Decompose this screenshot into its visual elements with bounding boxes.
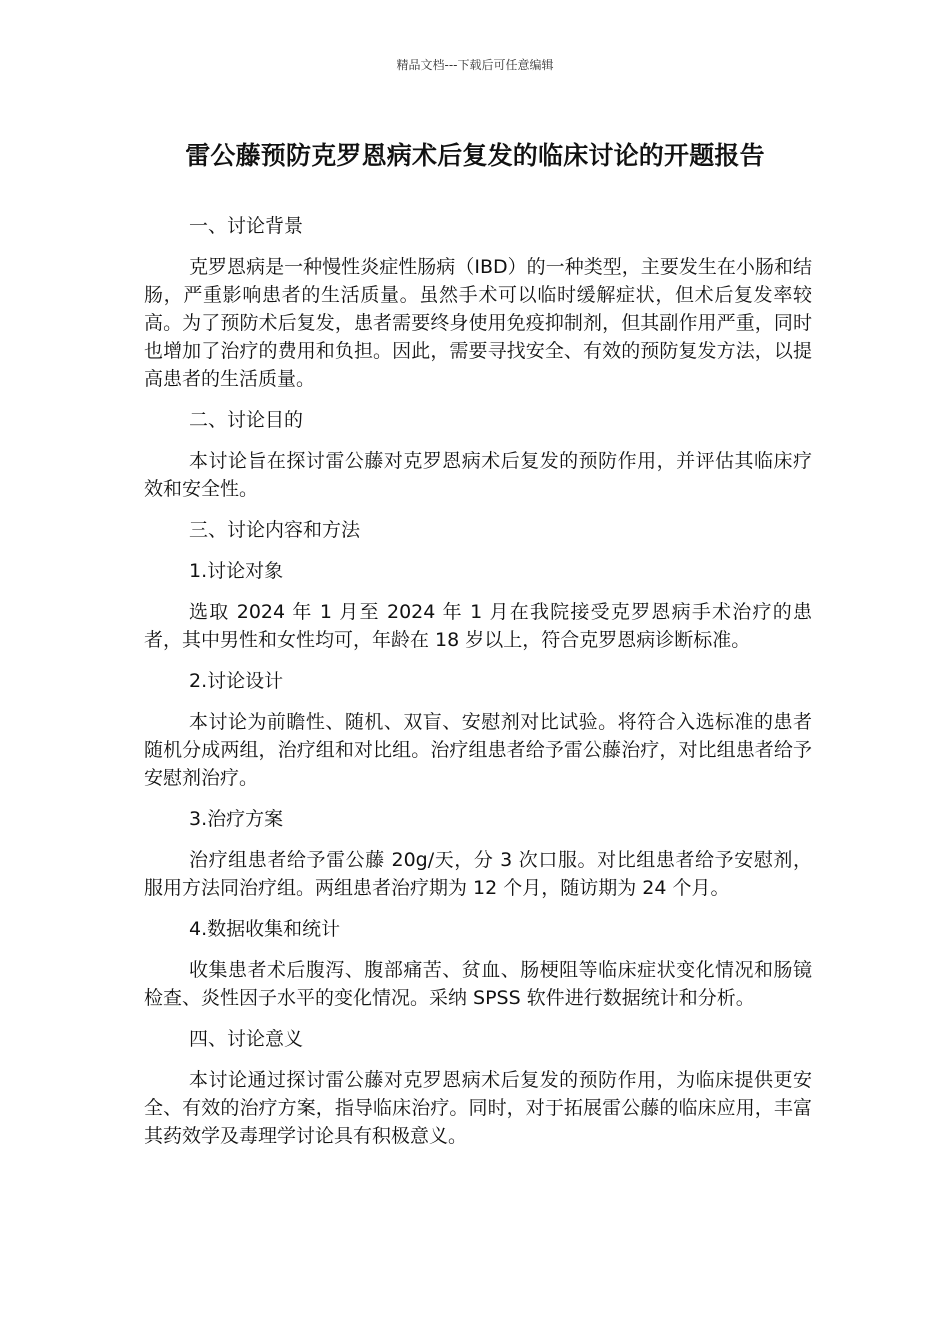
document-body: [144, 212, 812, 1163]
paragraph-background: 克罗恩病是一种慢性炎症性肠病（IBD）的一种类型，主要发生在小肠和结肠，严重影响患者的生活质量。虽然手术可以临时缓解症状，但术后复发率较高。为了预防术后复发，患者需要终身使用免疫抑制剂，但其副作用严重，同时也增加了治疗的费用和负担。因此，需要寻找安全、有效的预防复发方法，以提高患者的生活质量。: [144, 256, 812, 390]
subsection-heading-treatment: 3.治疗方案: [189, 808, 284, 830]
paragraph-purpose: 本讨论旨在探讨雷公藤对克罗恩病术后复发的预防作用，并评估其临床疗效和安全性。: [144, 450, 812, 500]
paragraph-design: 本讨论为前瞻性、随机、双盲、安慰剂对比试验。将符合入选标准的患者随机分成两组，治疗组和对比组。治疗组患者给予雷公藤治疗，对比组患者给予安慰剂治疗。: [144, 711, 812, 789]
subsection-heading-subjects: 1.讨论对象: [189, 560, 284, 582]
paragraph-data: 收集患者术后腹泻、腹部痛苦、贫血、肠梗阻等临床症状变化情况和肠镜检查、炎性因子水平的变化情况。采纳 SPSS 软件进行数据统计和分析。: [144, 959, 812, 1009]
section-heading-purpose: 二、讨论目的: [189, 409, 304, 431]
paragraph-subjects: 选取 2024 年 1 月至 2024 年 1 月在我院接受克罗恩病手术治疗的患者，其中男性和女性均可，年龄在 18 岁以上，符合克罗恩病诊断标准。: [144, 601, 812, 651]
header-note: 精品文档---下载后可任意编辑: [396, 58, 554, 72]
paragraph-treatment: 治疗组患者给予雷公藤 20g/天，分 3 次口服。对比组患者给予安慰剂，服用方法同治疗组。两组患者治疗期为 12 个月，随访期为 24 个月。: [144, 849, 812, 899]
subsection-heading-data: 4.数据收集和统计: [189, 918, 341, 940]
document-title: 雷公藤预防克罗恩病术后复发的临床讨论的开题报告: [185, 141, 765, 170]
paragraph-significance: 本讨论通过探讨雷公藤对克罗恩病术后复发的预防作用，为临床提供更安全、有效的治疗方案，指导临床治疗。同时，对于拓展雷公藤的临床应用，丰富其药效学及毒理学讨论具有积极意义。: [144, 1069, 812, 1147]
subsection-heading-design: 2.讨论设计: [189, 670, 284, 692]
section-heading-background: 一、讨论背景: [189, 215, 304, 237]
section-heading-methods: 三、讨论内容和方法: [189, 519, 361, 541]
section-heading-significance: 四、讨论意义: [189, 1028, 304, 1050]
